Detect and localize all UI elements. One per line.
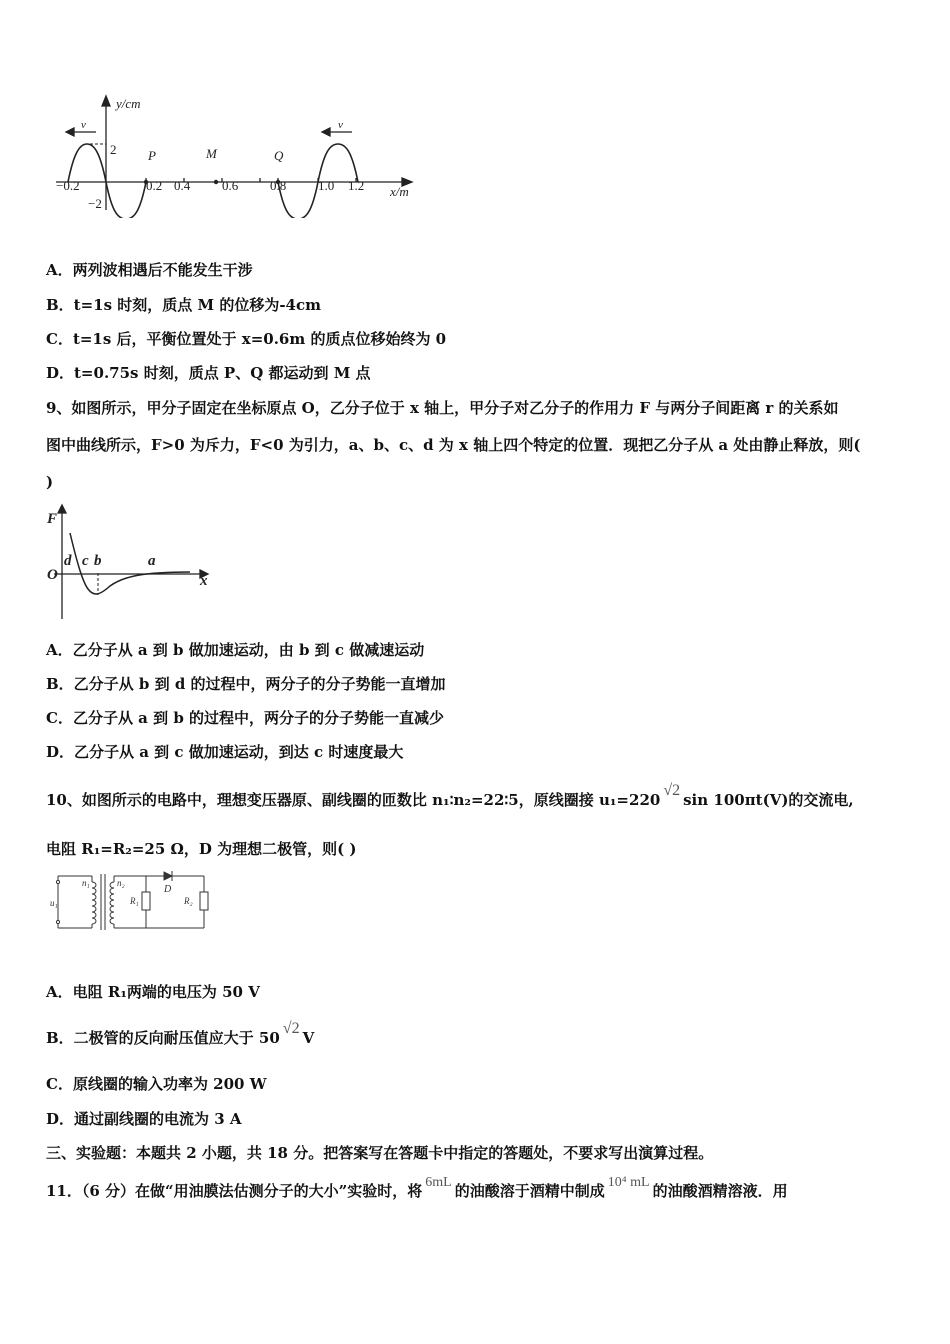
q9-option-c: C．乙分子从 a 到 b 的过程中，两分子的分子势能一直减少 bbox=[46, 709, 445, 727]
q10-stem-part1: 10、如图所示的电路中，理想变压器原、副线圈的匝数比 n₁∶n₂=22∶5，原线圈接 u₁=220 bbox=[46, 791, 661, 809]
point-b-label: b bbox=[94, 553, 102, 569]
amp-neg-label: −2 bbox=[88, 196, 102, 211]
y-axis-label: y/cm bbox=[116, 96, 141, 111]
x-tick-label: 0.2 bbox=[146, 178, 163, 193]
v-label-right: v bbox=[338, 119, 343, 131]
q9-stem-line1: 9、如图所示，甲分子固定在坐标原点 O，乙分子位于 x 轴上，甲分子对乙分子的作用力 F 与两分子间距离 r 的关系如 bbox=[46, 399, 839, 417]
q8-option-b: B．t=1s 时刻，质点 M 的位移为-4cm bbox=[46, 296, 321, 314]
f-axis-label: F bbox=[47, 511, 58, 527]
x-axis-label: x bbox=[200, 573, 208, 589]
x-tick-label: 1.0 bbox=[318, 178, 335, 193]
x-tick-label: 0.8 bbox=[270, 178, 287, 193]
diode-label: D bbox=[164, 884, 172, 895]
q10-option-b bbox=[46, 1020, 315, 1049]
q8-option-a: A．两列波相遇后不能发生干涉 bbox=[46, 261, 253, 279]
point-q-label: Q bbox=[274, 148, 284, 163]
q11-vol2: 10⁴ mL bbox=[607, 1175, 650, 1190]
q9-option-b: B．乙分子从 b 到 d 的过程中，两分子的分子势能一直增加 bbox=[46, 675, 446, 693]
v-label-left: v bbox=[81, 119, 86, 131]
q9-stem-line3: ) bbox=[46, 473, 54, 491]
x-tick-label: 0.4 bbox=[174, 178, 191, 193]
q10-stem-part2: sin 100πt(V)的交流电, bbox=[683, 791, 854, 809]
r2-label: R₂ bbox=[184, 896, 193, 906]
wave-figure bbox=[50, 92, 420, 218]
q10-option-b-part1: B．二极管的反向耐压值应大于 50 bbox=[46, 1029, 280, 1047]
q10-option-b-part2: V bbox=[302, 1029, 315, 1047]
transformer-circuit bbox=[50, 870, 214, 934]
x-tick-label: 1.2 bbox=[348, 178, 365, 193]
q10-option-d: D．通过副线圈的电流为 3 A bbox=[46, 1110, 242, 1128]
r1-label: R₁ bbox=[130, 896, 139, 906]
q8-option-d: D．t=0.75s 时刻，质点 P、Q 都运动到 M 点 bbox=[46, 364, 371, 382]
origin-label: O bbox=[47, 567, 58, 583]
q11-part2: 的油酸溶于酒精中制成 bbox=[454, 1182, 605, 1200]
q10-stem-line1 bbox=[46, 782, 854, 811]
x-tick-label: −0.2 bbox=[56, 178, 80, 193]
n1-label: n₁ bbox=[82, 878, 90, 888]
q9-option-a: A．乙分子从 a 到 b 做加速运动，由 b 到 c 做减速运动 bbox=[46, 641, 425, 659]
q11-line1 bbox=[46, 1175, 788, 1203]
section3-heading: 三、实验题：本题共 2 小题，共 18 分。把答案写在答题卡中指定的答题处，不要求写出演算过程。 bbox=[46, 1144, 714, 1162]
q9-stem-line2: 图中曲线所示，F>0 为斥力，F<0 为引力，a、b、c、d 为 x 轴上四个特定的位置．现把乙分子从 a 处由静止释放，则( bbox=[46, 436, 861, 454]
sqrt2-symbol: √2 bbox=[663, 782, 681, 799]
u1-label: u₁ bbox=[50, 898, 58, 908]
amp-pos-label: 2 bbox=[110, 142, 117, 157]
point-m-label: M bbox=[206, 146, 217, 161]
q11-part1: 11．（6 分）在做“用油膜法估测分子的大小”实验时，将 bbox=[46, 1182, 423, 1200]
force-distance-figure bbox=[44, 503, 216, 621]
q10-option-c: C．原线圈的输入功率为 200 W bbox=[46, 1075, 267, 1093]
point-c-label: c bbox=[82, 553, 89, 569]
n2-label: n₂ bbox=[117, 878, 125, 888]
x-axis-label: x/m bbox=[390, 184, 409, 199]
point-d-label: d bbox=[64, 553, 72, 569]
q10-stem-line2: 电阻 R₁=R₂=25 Ω，D 为理想二极管，则( ) bbox=[46, 840, 357, 858]
q8-option-c: C．t=1s 后，平衡位置处于 x=0.6m 的质点位移始终为 0 bbox=[46, 330, 447, 348]
point-p-label: P bbox=[148, 148, 156, 163]
point-a-label: a bbox=[148, 553, 156, 569]
q9-option-d: D．乙分子从 a 到 c 做加速运动，到达 c 时速度最大 bbox=[46, 743, 404, 761]
point-m-dot bbox=[214, 180, 218, 184]
x-tick-label: 0.6 bbox=[222, 178, 239, 193]
q11-vol1: 6mL bbox=[425, 1175, 452, 1190]
sqrt2-symbol: √2 bbox=[282, 1020, 300, 1037]
q11-part3: 的油酸酒精溶液．用 bbox=[652, 1182, 788, 1200]
q10-option-a: A．电阻 R₁两端的电压为 50 V bbox=[46, 983, 260, 1001]
